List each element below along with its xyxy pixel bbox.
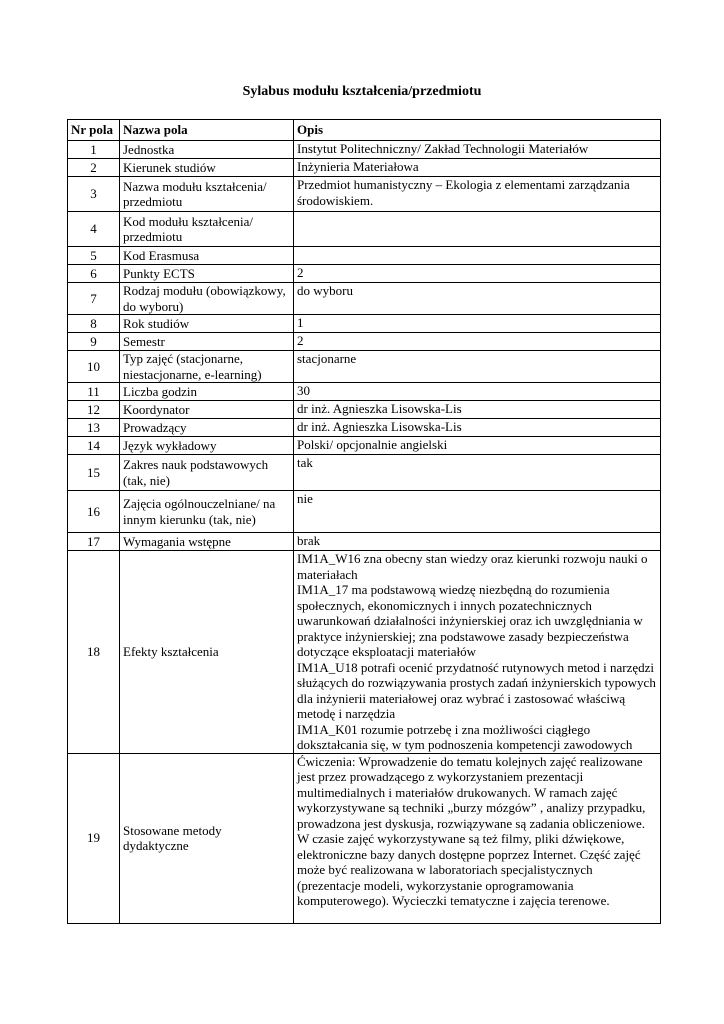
row-description bbox=[294, 247, 661, 265]
table-row bbox=[68, 383, 661, 401]
table-row bbox=[68, 351, 661, 383]
row-number: 18 bbox=[68, 551, 120, 754]
row-number: 10 bbox=[68, 351, 120, 383]
row-number: 14 bbox=[68, 437, 120, 455]
row-number: 19 bbox=[68, 753, 120, 923]
row-description: IM1A_W16 zna obecny stan wiedzy oraz kierunki rozwoju nauki o materiałach IM1A_17 ma podstawową wiedzę niezbędną do rozumienia społecznych, ekonomicznych i innych pozatechnicznych uwarunkowań działalności inżynierskiej oraz ich uwzględniania w praktyce inżynierskiej; zna podstawowe zasady bezpieczeństwa dotyczące eksploatacji materiałów IM1A_U18 potrafi ocenić przydatność rutynowych metod i narzędzi służących do rozwiązywania prostych zadań inżynierskich typowych dla inżynierii materiałowej oraz wybrać i zastosować właściwą metodę i narzędzia IM1A_K01 rozumie potrzebę i zna możliwości ciągłego dokształcania się, w tym podnoszenia kompetencji zawodowych bbox=[294, 551, 661, 754]
row-field-name: Jednostka bbox=[120, 141, 294, 159]
row-field-name: Rok studiów bbox=[120, 315, 294, 333]
row-description: stacjonarne bbox=[294, 351, 661, 383]
table-row bbox=[68, 283, 661, 315]
row-field-name: Semestr bbox=[120, 333, 294, 351]
row-number: 2 bbox=[68, 159, 120, 177]
table-row bbox=[68, 247, 661, 265]
row-field-name: Stosowane metody dydaktyczne bbox=[120, 753, 294, 923]
row-number: 16 bbox=[68, 491, 120, 533]
row-number: 11 bbox=[68, 383, 120, 401]
table-row bbox=[68, 333, 661, 351]
row-field-name: Wymagania wstępne bbox=[120, 533, 294, 551]
table-row bbox=[68, 491, 661, 533]
row-number: 8 bbox=[68, 315, 120, 333]
header-name: Nazwa pola bbox=[120, 120, 294, 141]
table-row bbox=[68, 533, 661, 551]
header-nr: Nr pola bbox=[68, 120, 120, 141]
row-description: tak bbox=[294, 455, 661, 491]
row-field-name: Kod Erasmusa bbox=[120, 247, 294, 265]
row-description: Ćwiczenia: Wprowadzenie do tematu kolejnych zajęć realizowane jest przez prowadzącego z wykorzystaniem prezentacji multimedialnych i materiałów drukowanych. W ramach zajęć wykorzystywane są techniki „burzy mózgów” , analizy przypadku, prowadzona jest dyskusja, rozwiązywane są zadania obliczeniowe. W czasie zajęć wykorzystywane są też filmy, pliki dźwiękowe, elektroniczne bazy danych dostępne poprzez Internet. Część zajęć może być realizowana w laboratoriach specjalistycznych (prezentacje modeli, wykorzystanie oprogramowania komputerowego). Wycieczki tematyczne i zajęcia terenowe. bbox=[294, 753, 661, 923]
table-row bbox=[68, 159, 661, 177]
row-field-name: Język wykładowy bbox=[120, 437, 294, 455]
row-description: brak bbox=[294, 533, 661, 551]
row-description: Polski/ opcjonalnie angielski bbox=[294, 437, 661, 455]
row-field-name: Rodzaj modułu (obowiązkowy, do wyboru) bbox=[120, 283, 294, 315]
row-number: 7 bbox=[68, 283, 120, 315]
table-row bbox=[68, 753, 661, 923]
row-description: dr inż. Agnieszka Lisowska-Lis bbox=[294, 401, 661, 419]
row-description: 2 bbox=[294, 265, 661, 283]
row-field-name: Nazwa modułu kształcenia/ przedmiotu bbox=[120, 177, 294, 212]
row-field-name: Koordynator bbox=[120, 401, 294, 419]
table-row bbox=[68, 455, 661, 491]
row-field-name: Kod modułu kształcenia/ przedmiotu bbox=[120, 212, 294, 247]
row-number: 1 bbox=[68, 141, 120, 159]
row-description: dr inż. Agnieszka Lisowska-Lis bbox=[294, 419, 661, 437]
row-description bbox=[294, 212, 661, 247]
row-field-name: Liczba godzin bbox=[120, 383, 294, 401]
row-description: nie bbox=[294, 491, 661, 533]
header-desc: Opis bbox=[294, 120, 661, 141]
row-field-name: Typ zajęć (stacjonarne, niestacjonarne, e-learning) bbox=[120, 351, 294, 383]
row-field-name: Zakres nauk podstawowych (tak, nie) bbox=[120, 455, 294, 491]
row-number: 6 bbox=[68, 265, 120, 283]
row-number: 4 bbox=[68, 212, 120, 247]
table-row bbox=[68, 141, 661, 159]
row-field-name: Zajęcia ogólnouczelniane/ na innym kierunku (tak, nie) bbox=[120, 491, 294, 533]
row-description: 2 bbox=[294, 333, 661, 351]
row-number: 13 bbox=[68, 419, 120, 437]
row-field-name: Efekty kształcenia bbox=[120, 551, 294, 754]
syllabus-table bbox=[67, 119, 661, 924]
table-header-row bbox=[68, 120, 661, 141]
row-number: 5 bbox=[68, 247, 120, 265]
table-row bbox=[68, 265, 661, 283]
page-title: Sylabus modułu kształcenia/przedmiotu bbox=[242, 84, 482, 99]
row-description: do wyboru bbox=[294, 283, 661, 315]
row-description: Przedmiot humanistyczny – Ekologia z elementami zarządzania środowiskiem. bbox=[294, 177, 661, 212]
row-description: Instytut Politechniczny/ Zakład Technologii Materiałów bbox=[294, 141, 661, 159]
row-field-name: Punkty ECTS bbox=[120, 265, 294, 283]
table-row bbox=[68, 419, 661, 437]
row-field-name: Kierunek studiów bbox=[120, 159, 294, 177]
row-number: 3 bbox=[68, 177, 120, 212]
row-field-name: Prowadzący bbox=[120, 419, 294, 437]
table-row bbox=[68, 551, 661, 754]
table-row bbox=[68, 437, 661, 455]
row-number: 12 bbox=[68, 401, 120, 419]
row-description: Inżynieria Materiałowa bbox=[294, 159, 661, 177]
table-row bbox=[68, 401, 661, 419]
row-number: 15 bbox=[68, 455, 120, 491]
table-row bbox=[68, 177, 661, 212]
table-row bbox=[68, 212, 661, 247]
row-number: 9 bbox=[68, 333, 120, 351]
row-number: 17 bbox=[68, 533, 120, 551]
row-description: 1 bbox=[294, 315, 661, 333]
row-description: 30 bbox=[294, 383, 661, 401]
table-row bbox=[68, 315, 661, 333]
